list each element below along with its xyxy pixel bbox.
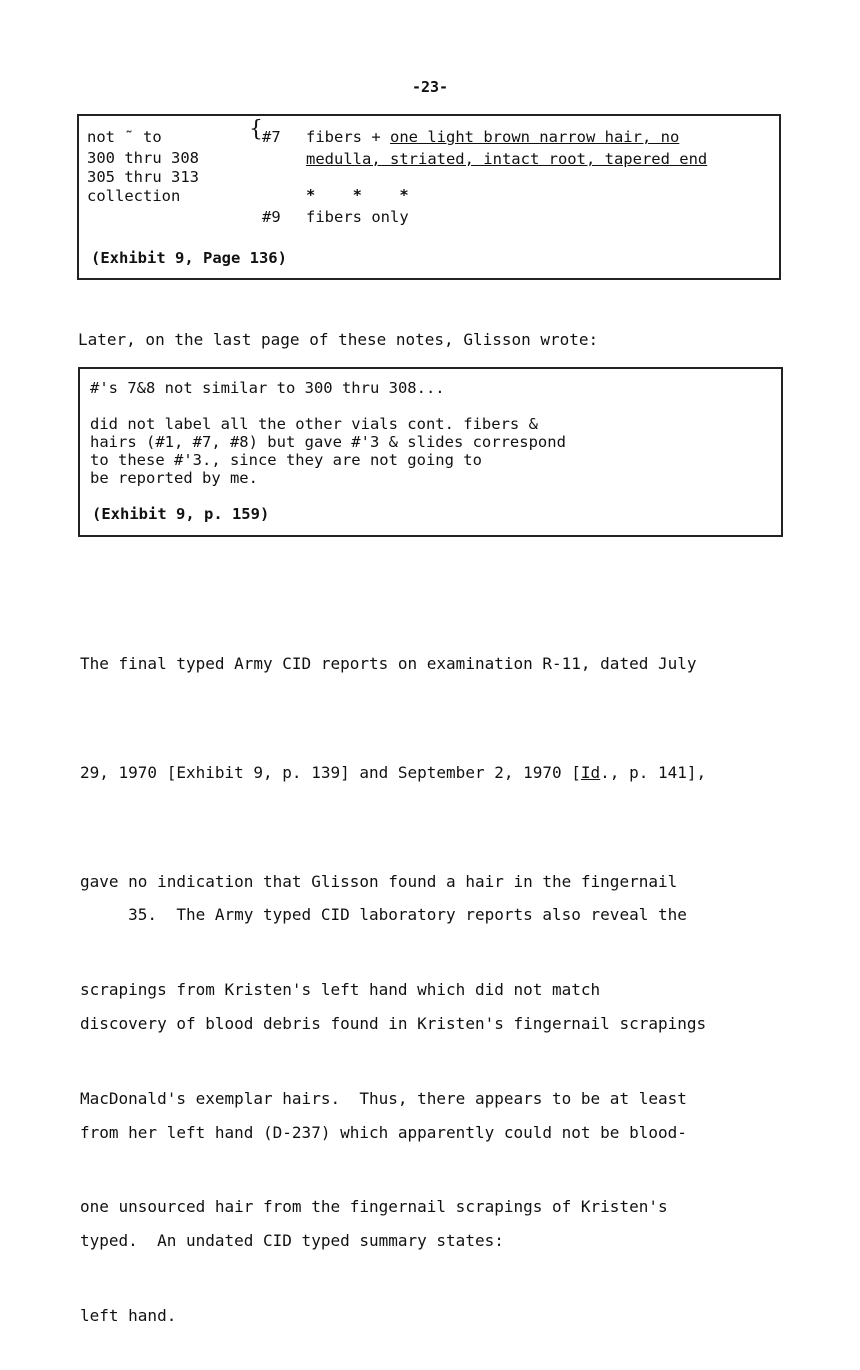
quoted-notes-box-exhibit-159 xyxy=(78,367,783,537)
paragraph-line: scrapings from Kristen's left hand which did not match xyxy=(80,980,601,1000)
paragraph-line xyxy=(80,755,800,791)
item-7-text xyxy=(306,128,679,147)
paragraph-line: typed. An undated CID typed summary states: xyxy=(80,1231,504,1251)
paragraph-35 xyxy=(80,825,800,1296)
paragraph-line: gave no indication that Glisson found a hair in the fingernail xyxy=(80,871,678,891)
paragraph-line: from her left hand (D-237) which apparently could not be blood- xyxy=(80,1122,687,1142)
note-line: hairs (#1, #7, #8) but gave #'3 & slides correspond xyxy=(90,433,566,451)
note-line: #'s 7&8 not similar to 300 thru 308... xyxy=(90,379,445,397)
item-9-text: fibers only xyxy=(306,208,409,226)
line-segment: ., p. 141], xyxy=(600,763,707,783)
paragraph-line: one unsourced hair from the fingernail scrapings of Kristen's xyxy=(80,1197,668,1217)
left-note-line: 305 thru 313 xyxy=(87,168,199,186)
asterisks: * * * xyxy=(306,186,409,204)
quoted-notes-box-exhibit-136 xyxy=(77,114,781,280)
left-note-line: 300 thru 308 xyxy=(87,149,199,167)
note-line: to these #'3., since they are not going to xyxy=(90,451,482,469)
id-citation: Id xyxy=(580,763,601,783)
citation-exhibit-9-p-159: (Exhibit 9, p. 159) xyxy=(92,505,270,523)
item-7-plain: fibers + xyxy=(306,128,390,146)
item-7-underlined-1: one light brown narrow hair, no xyxy=(390,128,680,146)
item-7-underlined-2: medulla, striated, intact root, tapered end xyxy=(306,150,708,168)
page-number: -23- xyxy=(411,78,449,96)
paragraph-line: left hand. xyxy=(80,1306,177,1326)
paragraph-line: 35. The Army typed CID laboratory reports also reveal the xyxy=(80,905,687,925)
note-line: be reported by me. xyxy=(90,469,258,487)
item-7-number: #7 xyxy=(262,128,281,146)
paragraph-line: MacDonald's exemplar hairs. Thus, there appears to be at least xyxy=(80,1088,687,1108)
intro-sentence: Later, on the last page of these notes, Glisson wrote: xyxy=(78,330,599,349)
note-line: did not label all the other vials cont. fibers & xyxy=(90,415,538,433)
line-segment: 29, 1970 [Exhibit 9, p. 139] and September 2, 1970 [ xyxy=(80,763,581,783)
left-note-line: collection xyxy=(87,187,181,205)
citation-exhibit-9-page-136: (Exhibit 9, Page 136) xyxy=(91,249,287,267)
curly-brace: { xyxy=(249,117,263,142)
paragraph-line: discovery of blood debris found in Kristen's fingernail scrapings xyxy=(80,1014,707,1034)
item-9-number: #9 xyxy=(262,208,281,226)
left-note-line: not ˜ to xyxy=(87,128,162,146)
paragraph-line: The final typed Army CID reports on examination R-11, dated July xyxy=(80,654,697,674)
